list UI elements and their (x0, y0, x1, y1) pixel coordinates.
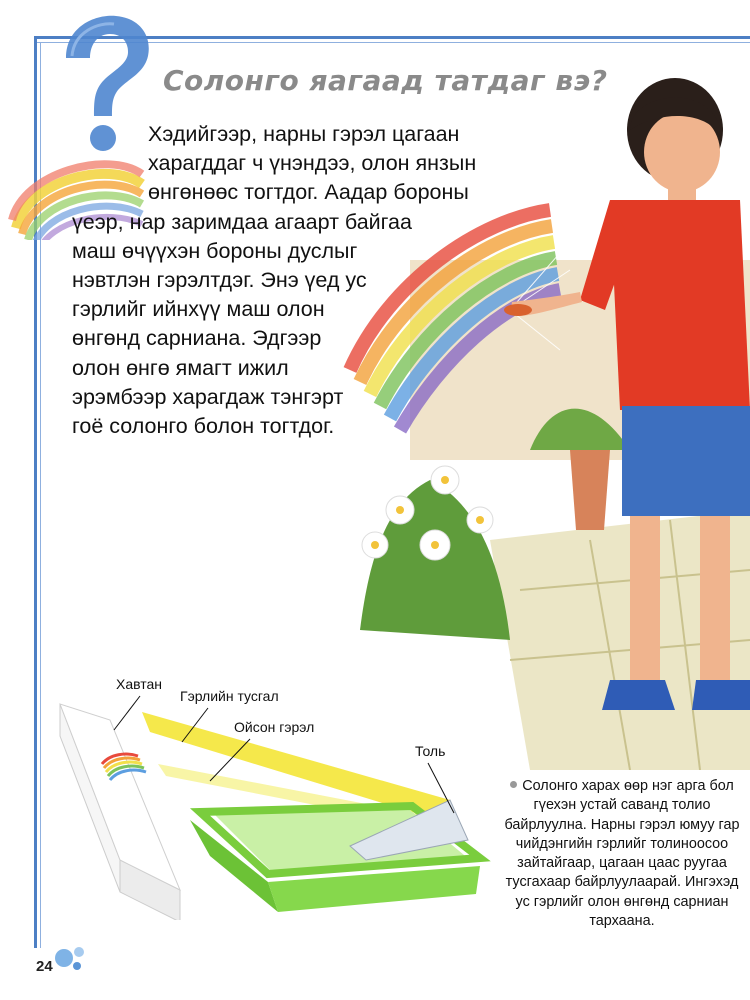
caption-line: тархаана. (589, 913, 655, 930)
body-line: маш өчүүхэн бороны дуслыг (72, 238, 358, 263)
caption-line: чийдэнгийн гэрлийг толиноосоо (515, 835, 729, 852)
caption-line: гүехэн устай саванд толио (533, 797, 711, 814)
body-line: өнгөнд сарниана. Эдгээр (72, 326, 322, 351)
page-number: 24 (36, 958, 53, 975)
label-plate: Хавтан (116, 676, 163, 692)
bullet-icon (510, 781, 517, 788)
label-light-beam: Гэрлийн тусгал (180, 688, 279, 704)
leader-line (206, 737, 256, 787)
body-line: эрэмбээр харагдаж тэнгэрт (72, 384, 344, 409)
body-line: үеэр, нар заримдаа агаарт байгаа (72, 209, 412, 234)
body-line: нэвтлэн гэрэлтдэг. Энэ үед ус (72, 268, 367, 293)
caption-line: тусгахаар байрлуулаарай. Ингэхэд (505, 874, 739, 891)
caption-line: зайтайгаар, цагаан цаас руугаа (517, 855, 727, 872)
label-reflected-light: Ойсон гэрэл (234, 719, 315, 735)
label-mirror: Толь (415, 743, 446, 759)
body-line: гэрлийг ийнхүү маш олон (72, 297, 325, 322)
body-line: Хэдийгээр, нарны гэрэл цагаан (148, 122, 460, 146)
body-line: өнгөнөөс тогтдог. Аадар бороны (148, 180, 469, 205)
caption-line: Солонго харах өөр нэг арга бол (522, 778, 734, 794)
body-line: харагддаг ч үнэндээ, олон янзын (148, 151, 477, 176)
leader-line (110, 694, 150, 734)
bubbles-icon (54, 944, 104, 974)
body-line: олон өнгө ямагт ижил (72, 355, 289, 380)
leader-line (424, 761, 464, 821)
experiment-caption (497, 777, 747, 931)
body-line: гоё солонго болон тогтдог. (72, 414, 335, 439)
caption-line: байрлуулна. Нарны гэрэл юмуу гар (504, 816, 740, 833)
caption-line: ус гэрлийг олон өнгөнд сарниан (515, 893, 729, 910)
page-title: Солонго яагаад татдаг вэ? (163, 64, 608, 97)
